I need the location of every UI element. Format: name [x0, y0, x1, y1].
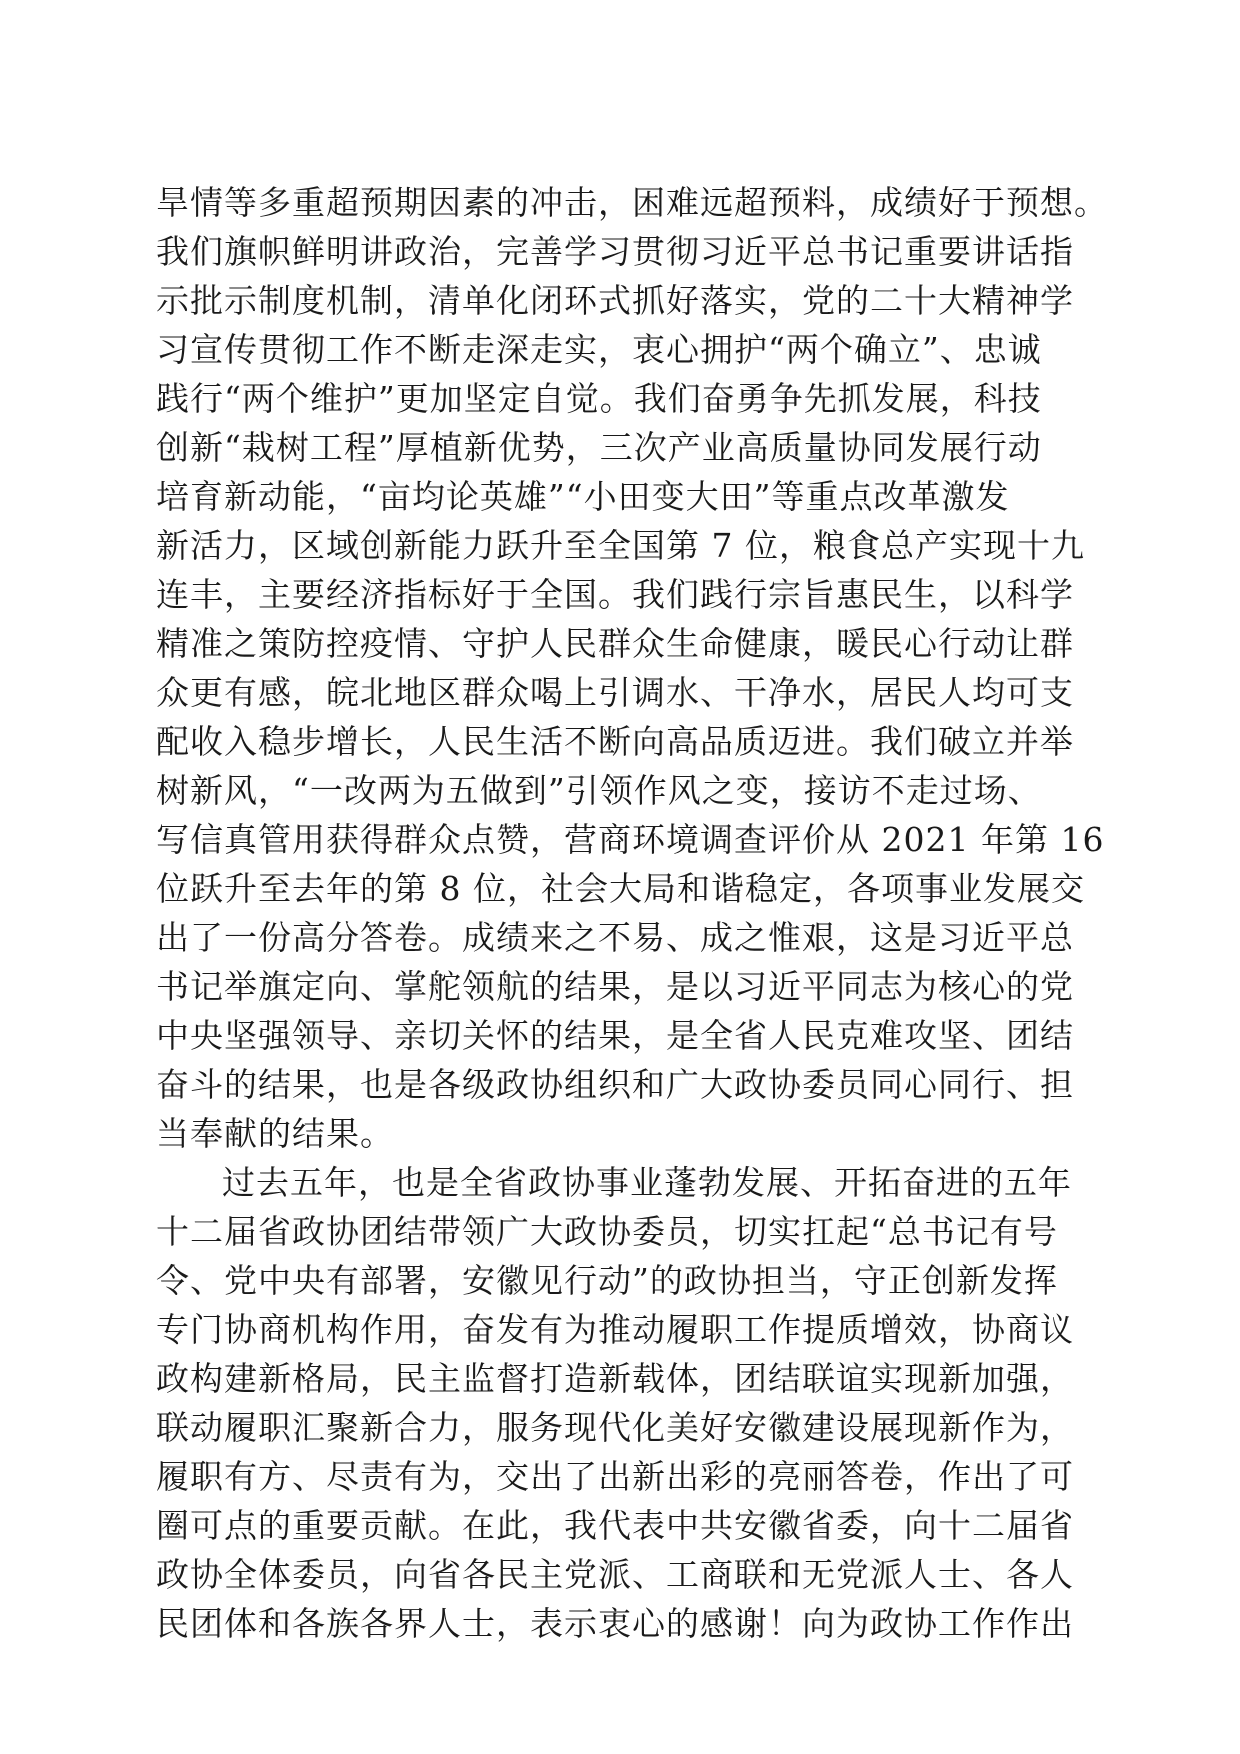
text-line: 书记举旗定向、掌舵领航的结果，是以习近平同志为核心的党	[156, 967, 1074, 1006]
text-line: 令、党中央有部署，安徽见行动”的政协担当，守正创新发挥	[156, 1261, 1058, 1300]
text-line: 践行“两个维护”更加坚定自觉。我们奋勇争先抓发展，科技	[156, 379, 1042, 418]
text-line: 位跃升至去年的第 8 位，社会大局和谐稳定，各项事业发展交	[156, 869, 1085, 908]
text-line: 培育新动能，“亩均论英雄”“小田变大田”等重点改革激发	[156, 477, 1010, 516]
text-line: 联动履职汇聚新合力，服务现代化美好安徽建设展现新作为，	[156, 1408, 1074, 1447]
text-line: 十二届省政协团结带领广大政协委员，切实扛起“总书记有号	[156, 1212, 1058, 1251]
text-line: 圈可点的重要贡献。在此，我代表中共安徽省委，向十二届省	[156, 1506, 1074, 1545]
text-line: 我们旗帜鲜明讲政治，完善学习贯彻习近平总书记重要讲话指	[156, 232, 1074, 271]
document-body	[156, 178, 1108, 1648]
text-line: 新活力，区域创新能力跃升至全国第 7 位，粮食总产实现十九	[156, 526, 1085, 565]
text-line: 配收入稳步增长，人民生活不断向高品质迈进。我们破立并举	[156, 722, 1074, 761]
text-line: 专门协商机构作用，奋发有为推动履职工作提质增效，协商议	[156, 1310, 1074, 1349]
text-line: 中央坚强领导、亲切关怀的结果，是全省人民克难攻坚、团结	[156, 1016, 1074, 1055]
text-line: 旱情等多重超预期因素的冲击，困难远超预料，成绩好于预想。	[156, 183, 1108, 222]
paragraph-2	[156, 1158, 1096, 1648]
text-line: 履职有方、尽责有为，交出了出新出彩的亮丽答卷，作出了可	[156, 1457, 1074, 1496]
text-line: 众更有感，皖北地区群众喝上引调水、干净水，居民人均可支	[156, 673, 1074, 712]
text-line: 连丰，主要经济指标好于全国。我们践行宗旨惠民生，以科学	[156, 575, 1074, 614]
text-line: 政构建新格局，民主监督打造新载体，团结联谊实现新加强，	[156, 1359, 1074, 1398]
text-line: 树新风，“一改两为五做到”引领作风之变，接访不走过场、	[156, 771, 1042, 810]
text-line: 当奉献的结果。	[156, 1114, 394, 1153]
text-line: 民团体和各族各界人士，表示衷心的感谢！向为政协工作作出	[156, 1604, 1074, 1643]
paragraph-1	[156, 178, 1108, 1158]
text-line: 奋斗的结果，也是各级政协组织和广大政协委员同心同行、担	[156, 1065, 1074, 1104]
text-line: 示批示制度机制，清单化闭环式抓好落实，党的二十大精神学	[156, 281, 1074, 320]
text-line: 写信真管用获得群众点赞，营商环境调查评价从 2021 年第 16	[156, 820, 1105, 859]
text-line: 习宣传贯彻工作不断走深走实，衷心拥护“两个确立”、忠诚	[156, 330, 1042, 369]
text-line: 过去五年，也是全省政协事业蓬勃发展、开拓奋进的五年	[222, 1163, 1072, 1202]
text-line: 精准之策防控疫情、守护人民群众生命健康，暖民心行动让群	[156, 624, 1074, 663]
text-line: 出了一份高分答卷。成绩来之不易、成之惟艰，这是习近平总	[156, 918, 1074, 957]
text-line: 创新“栽树工程”厚植新优势，三次产业高质量协同发展行动	[156, 428, 1042, 467]
text-line: 政协全体委员，向省各民主党派、工商联和无党派人士、各人	[156, 1555, 1074, 1594]
